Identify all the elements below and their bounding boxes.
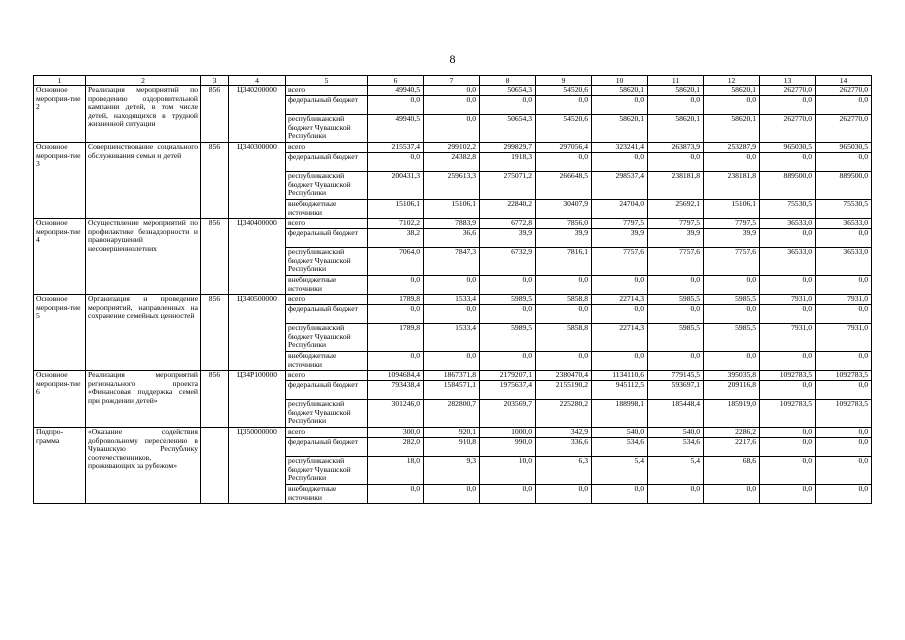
amount-cell: 54520,6	[536, 115, 592, 143]
amount-cell: 49940,5	[368, 115, 424, 143]
amount-cell: 298537,4	[592, 172, 648, 200]
amount-cell: 6732,9	[480, 248, 536, 276]
funding-source: республиканский бюджет Чувашской Республики	[286, 400, 368, 428]
amount-cell: 0,0	[760, 229, 816, 248]
amount-cell: 0,0	[760, 153, 816, 172]
amount-cell: 7931,0	[760, 295, 816, 305]
item-kind: Основное мероприя-тие 6	[34, 371, 86, 428]
funding-source: всего	[286, 86, 368, 96]
amount-cell: 5989,5	[480, 295, 536, 305]
amount-cell: 0,0	[816, 438, 872, 457]
table-row	[34, 428, 872, 438]
amount-cell: 282,0	[368, 438, 424, 457]
amount-cell: 282800,7	[424, 400, 480, 428]
amount-cell: 395035,8	[704, 371, 760, 381]
table-row	[34, 86, 872, 96]
amount-cell: 7931,0	[760, 324, 816, 352]
funding-source: всего	[286, 295, 368, 305]
amount-cell: 238181,8	[648, 172, 704, 200]
amount-cell: 1789,8	[368, 295, 424, 305]
amount-cell: 262770,0	[760, 86, 816, 96]
item-kind: Основное мероприя-тие 4	[34, 219, 86, 295]
amount-cell: 0,0	[424, 86, 480, 96]
amount-cell: 889500,0	[816, 172, 872, 200]
amount-cell: 1584571,1	[424, 381, 480, 400]
amount-cell: 7797,5	[648, 219, 704, 229]
amount-cell: 2155190,2	[536, 381, 592, 400]
amount-cell: 889500,0	[760, 172, 816, 200]
amount-cell: 0,0	[760, 485, 816, 504]
column-number: 2	[86, 76, 201, 86]
amount-cell: 7856,0	[536, 219, 592, 229]
amount-cell: 215537,4	[368, 143, 424, 153]
column-number: 5	[286, 76, 368, 86]
amount-cell: 36533,0	[760, 219, 816, 229]
amount-cell: 0,0	[480, 352, 536, 371]
amount-cell: 593697,1	[648, 381, 704, 400]
amount-cell: 7797,5	[704, 219, 760, 229]
amount-cell: 0,0	[368, 276, 424, 295]
amount-cell: 0,0	[816, 229, 872, 248]
funding-source: федеральный бюджет	[286, 229, 368, 248]
item-title: Осуществление мероприятий по профилактике безнадзорности и правонарушений несовершеннолетних	[86, 219, 201, 295]
amount-cell: 1094684,4	[368, 371, 424, 381]
item-grbs: 856	[201, 219, 229, 295]
item-grbs: 856	[201, 295, 229, 371]
amount-cell: 22840,2	[480, 200, 536, 219]
item-code: Ц34Р100000	[229, 371, 286, 428]
amount-cell: 0,0	[816, 305, 872, 324]
amount-cell: 0,0	[648, 96, 704, 115]
amount-cell: 39,9	[592, 229, 648, 248]
item-title: Организация и проведение мероприятий, направленных на сохранение семейных ценностей	[86, 295, 201, 371]
amount-cell: 7931,0	[816, 324, 872, 352]
amount-cell: 0,0	[816, 96, 872, 115]
column-number: 3	[201, 76, 229, 86]
amount-cell: 49940,5	[368, 86, 424, 96]
amount-cell: 534,6	[592, 438, 648, 457]
amount-cell: 24382,8	[424, 153, 480, 172]
amount-cell: 7064,0	[368, 248, 424, 276]
amount-cell: 0,0	[424, 485, 480, 504]
item-grbs: 856	[201, 143, 229, 219]
amount-cell: 238181,8	[704, 172, 760, 200]
amount-cell: 54520,6	[536, 86, 592, 96]
amount-cell: 0,0	[592, 305, 648, 324]
amount-cell: 0,0	[536, 352, 592, 371]
amount-cell: 5858,8	[536, 324, 592, 352]
amount-cell: 5,4	[648, 457, 704, 485]
item-grbs: 856	[201, 86, 229, 143]
amount-cell: 58620,1	[592, 115, 648, 143]
amount-cell: 266648,5	[536, 172, 592, 200]
amount-cell: 0,0	[816, 457, 872, 485]
amount-cell: 0,0	[368, 153, 424, 172]
column-number: 14	[816, 76, 872, 86]
column-number: 11	[648, 76, 704, 86]
amount-cell: 0,0	[424, 352, 480, 371]
amount-cell: 259613,3	[424, 172, 480, 200]
amount-cell: 0,0	[760, 276, 816, 295]
table-row	[34, 295, 872, 305]
amount-cell: 39,9	[704, 229, 760, 248]
amount-cell: 0,0	[816, 153, 872, 172]
funding-source: внебюджетные источники	[286, 485, 368, 504]
amount-cell: 58620,1	[648, 86, 704, 96]
amount-cell: 0,0	[704, 305, 760, 324]
amount-cell: 0,0	[760, 428, 816, 438]
item-code: Ц340200000	[229, 86, 286, 143]
amount-cell: 15106,1	[424, 200, 480, 219]
item-kind: Основное мероприя-тие 3	[34, 143, 86, 219]
amount-cell: 5985,5	[704, 324, 760, 352]
column-number: 4	[229, 76, 286, 86]
amount-cell: 50654,3	[480, 115, 536, 143]
amount-cell: 299102,2	[424, 143, 480, 153]
amount-cell: 1000,0	[480, 428, 536, 438]
funding-source: федеральный бюджет	[286, 381, 368, 400]
amount-cell: 2380470,4	[536, 371, 592, 381]
amount-cell: 262770,0	[760, 115, 816, 143]
item-code: Ц350000000	[229, 428, 286, 504]
amount-cell: 0,0	[592, 485, 648, 504]
amount-cell: 1533,4	[424, 295, 480, 305]
column-number: 7	[424, 76, 480, 86]
funding-source: внебюджетные источники	[286, 200, 368, 219]
amount-cell: 0,0	[816, 428, 872, 438]
amount-cell: 7883,9	[424, 219, 480, 229]
amount-cell: 263873,9	[648, 143, 704, 153]
amount-cell: 9,3	[424, 457, 480, 485]
amount-cell: 0,0	[480, 485, 536, 504]
item-code: Ц340300000	[229, 143, 286, 219]
amount-cell: 2217,6	[704, 438, 760, 457]
item-kind: Основное мероприя-тие 2	[34, 86, 86, 143]
item-title: Совершенствование социального обслуживания семьи и детей	[86, 143, 201, 219]
amount-cell: 0,0	[816, 485, 872, 504]
amount-cell: 36533,0	[816, 219, 872, 229]
amount-cell: 336,6	[536, 438, 592, 457]
funding-source: всего	[286, 219, 368, 229]
funding-source: республиканский бюджет Чувашской Республики	[286, 248, 368, 276]
amount-cell: 36533,0	[760, 248, 816, 276]
amount-cell: 5858,8	[536, 295, 592, 305]
table-body	[34, 76, 872, 504]
amount-cell: 540,0	[648, 428, 704, 438]
amount-cell: 0,0	[368, 485, 424, 504]
amount-cell: 75530,5	[816, 200, 872, 219]
page-number: 8	[449, 52, 456, 66]
amount-cell: 965030,5	[760, 143, 816, 153]
amount-cell: 7757,6	[704, 248, 760, 276]
amount-cell: 22714,3	[592, 295, 648, 305]
amount-cell: 0,0	[760, 438, 816, 457]
column-number-row	[34, 76, 872, 86]
amount-cell: 5985,5	[648, 324, 704, 352]
item-kind: Основное мероприя-тие 5	[34, 295, 86, 371]
amount-cell: 5,4	[592, 457, 648, 485]
amount-cell: 0,0	[536, 276, 592, 295]
amount-cell: 0,0	[536, 153, 592, 172]
table-row	[34, 143, 872, 153]
amount-cell: 1975637,4	[480, 381, 536, 400]
amount-cell: 7816,1	[536, 248, 592, 276]
column-number: 1	[34, 76, 86, 86]
funding-source: республиканский бюджет Чувашской Республики	[286, 457, 368, 485]
amount-cell: 0,0	[760, 457, 816, 485]
amount-cell: 540,0	[592, 428, 648, 438]
amount-cell: 10,0	[480, 457, 536, 485]
amount-cell: 300,0	[368, 428, 424, 438]
amount-cell: 6,3	[536, 457, 592, 485]
funding-source: федеральный бюджет	[286, 438, 368, 457]
column-number: 6	[368, 76, 424, 86]
amount-cell: 7797,5	[592, 219, 648, 229]
amount-cell: 299829,7	[480, 143, 536, 153]
item-title: Реализация мероприятий регионального проекта «Финансовая поддержка семей при рождении детей»	[86, 371, 201, 428]
funding-source: федеральный бюджет	[286, 96, 368, 115]
amount-cell: 2179207,1	[480, 371, 536, 381]
amount-cell: 7757,6	[592, 248, 648, 276]
column-number: 10	[592, 76, 648, 86]
amount-cell: 0,0	[424, 276, 480, 295]
amount-cell: 203569,7	[480, 400, 536, 428]
amount-cell: 58620,1	[704, 115, 760, 143]
amount-cell: 2286,2	[704, 428, 760, 438]
column-number: 12	[704, 76, 760, 86]
amount-cell: 0,0	[648, 352, 704, 371]
item-title: Реализация мероприятий по проведению оздоровительной кампании детей, в том числе детей, находящихся в трудной жизненной ситуации	[86, 86, 201, 143]
amount-cell: 793438,4	[368, 381, 424, 400]
funding-source: внебюджетные источники	[286, 352, 368, 371]
amount-cell: 0,0	[816, 352, 872, 371]
amount-cell: 7847,3	[424, 248, 480, 276]
amount-cell: 0,0	[368, 352, 424, 371]
amount-cell: 0,0	[592, 352, 648, 371]
amount-cell: 1092783,5	[816, 371, 872, 381]
amount-cell: 7757,6	[648, 248, 704, 276]
amount-cell: 39,9	[648, 229, 704, 248]
amount-cell: 534,6	[648, 438, 704, 457]
amount-cell: 15106,1	[368, 200, 424, 219]
amount-cell: 200431,3	[368, 172, 424, 200]
amount-cell: 910,8	[424, 438, 480, 457]
amount-cell: 0,0	[536, 96, 592, 115]
amount-cell: 779145,5	[648, 371, 704, 381]
budget-table	[33, 75, 872, 504]
amount-cell: 0,0	[760, 381, 816, 400]
column-number: 8	[480, 76, 536, 86]
amount-cell: 225280,2	[536, 400, 592, 428]
funding-source: республиканский бюджет Чувашской Республики	[286, 324, 368, 352]
item-code: Ц340400000	[229, 219, 286, 295]
amount-cell: 209116,8	[704, 381, 760, 400]
amount-cell: 297056,4	[536, 143, 592, 153]
amount-cell: 0,0	[704, 153, 760, 172]
funding-source: федеральный бюджет	[286, 153, 368, 172]
amount-cell: 253287,9	[704, 143, 760, 153]
funding-source: республиканский бюджет Чувашской Республики	[286, 115, 368, 143]
funding-source: внебюджетные источники	[286, 276, 368, 295]
amount-cell: 1092783,5	[760, 400, 816, 428]
amount-cell: 0,0	[760, 305, 816, 324]
amount-cell: 24704,0	[592, 200, 648, 219]
amount-cell: 0,0	[760, 352, 816, 371]
amount-cell: 5989,5	[480, 324, 536, 352]
amount-cell: 0,0	[424, 115, 480, 143]
table-row	[34, 219, 872, 229]
amount-cell: 1092783,5	[760, 371, 816, 381]
amount-cell: 275071,2	[480, 172, 536, 200]
amount-cell: 0,0	[648, 485, 704, 504]
amount-cell: 0,0	[368, 96, 424, 115]
amount-cell: 188998,1	[592, 400, 648, 428]
amount-cell: 50654,3	[480, 86, 536, 96]
amount-cell: 0,0	[480, 96, 536, 115]
item-grbs: 856	[201, 371, 229, 428]
amount-cell: 58620,1	[592, 86, 648, 96]
amount-cell: 22714,3	[592, 324, 648, 352]
amount-cell: 185919,0	[704, 400, 760, 428]
amount-cell: 0,0	[592, 96, 648, 115]
amount-cell: 1867371,8	[424, 371, 480, 381]
amount-cell: 0,0	[592, 276, 648, 295]
item-title: «Оказание содействия добровольному переселению в Чувашскую Республику соотечественников, проживающих за рубежом»	[86, 428, 201, 504]
amount-cell: 0,0	[480, 276, 536, 295]
amount-cell: 1533,4	[424, 324, 480, 352]
funding-source: республиканский бюджет Чувашской Республики	[286, 172, 368, 200]
amount-cell: 0,0	[648, 305, 704, 324]
column-number: 13	[760, 76, 816, 86]
amount-cell: 15106,1	[704, 200, 760, 219]
funding-source: всего	[286, 428, 368, 438]
amount-cell: 0,0	[592, 153, 648, 172]
amount-cell: 0,0	[648, 153, 704, 172]
amount-cell: 990,0	[480, 438, 536, 457]
amount-cell: 1134110,6	[592, 371, 648, 381]
amount-cell: 1092783,5	[816, 400, 872, 428]
amount-cell: 1789,8	[368, 324, 424, 352]
amount-cell: 0,0	[424, 96, 480, 115]
amount-cell: 36533,0	[816, 248, 872, 276]
amount-cell: 39,9	[480, 229, 536, 248]
amount-cell: 262770,0	[816, 86, 872, 96]
amount-cell: 5985,5	[648, 295, 704, 305]
amount-cell: 0,0	[368, 305, 424, 324]
amount-cell: 0,0	[816, 381, 872, 400]
amount-cell: 1918,3	[480, 153, 536, 172]
amount-cell: 0,0	[648, 276, 704, 295]
amount-cell: 0,0	[704, 352, 760, 371]
amount-cell: 262770,0	[816, 115, 872, 143]
amount-cell: 342,9	[536, 428, 592, 438]
amount-cell: 945112,5	[592, 381, 648, 400]
amount-cell: 38,2	[368, 229, 424, 248]
amount-cell: 5985,5	[704, 295, 760, 305]
amount-cell: 39,9	[536, 229, 592, 248]
amount-cell: 7931,0	[816, 295, 872, 305]
amount-cell: 0,0	[704, 96, 760, 115]
amount-cell: 0,0	[816, 276, 872, 295]
amount-cell: 0,0	[536, 485, 592, 504]
amount-cell: 0,0	[480, 305, 536, 324]
amount-cell: 0,0	[536, 305, 592, 324]
amount-cell: 18,0	[368, 457, 424, 485]
item-grbs	[201, 428, 229, 504]
amount-cell: 0,0	[760, 96, 816, 115]
funding-source: всего	[286, 371, 368, 381]
amount-cell: 58620,1	[704, 86, 760, 96]
amount-cell: 323241,4	[592, 143, 648, 153]
amount-cell: 0,0	[704, 485, 760, 504]
amount-cell: 36,6	[424, 229, 480, 248]
item-kind: Подпро-грамма	[34, 428, 86, 504]
amount-cell: 58620,1	[648, 115, 704, 143]
amount-cell: 68,6	[704, 457, 760, 485]
amount-cell: 6772,8	[480, 219, 536, 229]
amount-cell: 75530,5	[760, 200, 816, 219]
amount-cell: 301246,0	[368, 400, 424, 428]
amount-cell: 25692,1	[648, 200, 704, 219]
amount-cell: 30407,9	[536, 200, 592, 219]
funding-source: федеральный бюджет	[286, 305, 368, 324]
table-row	[34, 371, 872, 381]
amount-cell: 965030,5	[816, 143, 872, 153]
amount-cell: 0,0	[424, 305, 480, 324]
amount-cell: 920,1	[424, 428, 480, 438]
amount-cell: 7102,2	[368, 219, 424, 229]
item-code: Ц340500000	[229, 295, 286, 371]
amount-cell: 0,0	[704, 276, 760, 295]
column-number: 9	[536, 76, 592, 86]
amount-cell: 185448,4	[648, 400, 704, 428]
funding-source: всего	[286, 143, 368, 153]
